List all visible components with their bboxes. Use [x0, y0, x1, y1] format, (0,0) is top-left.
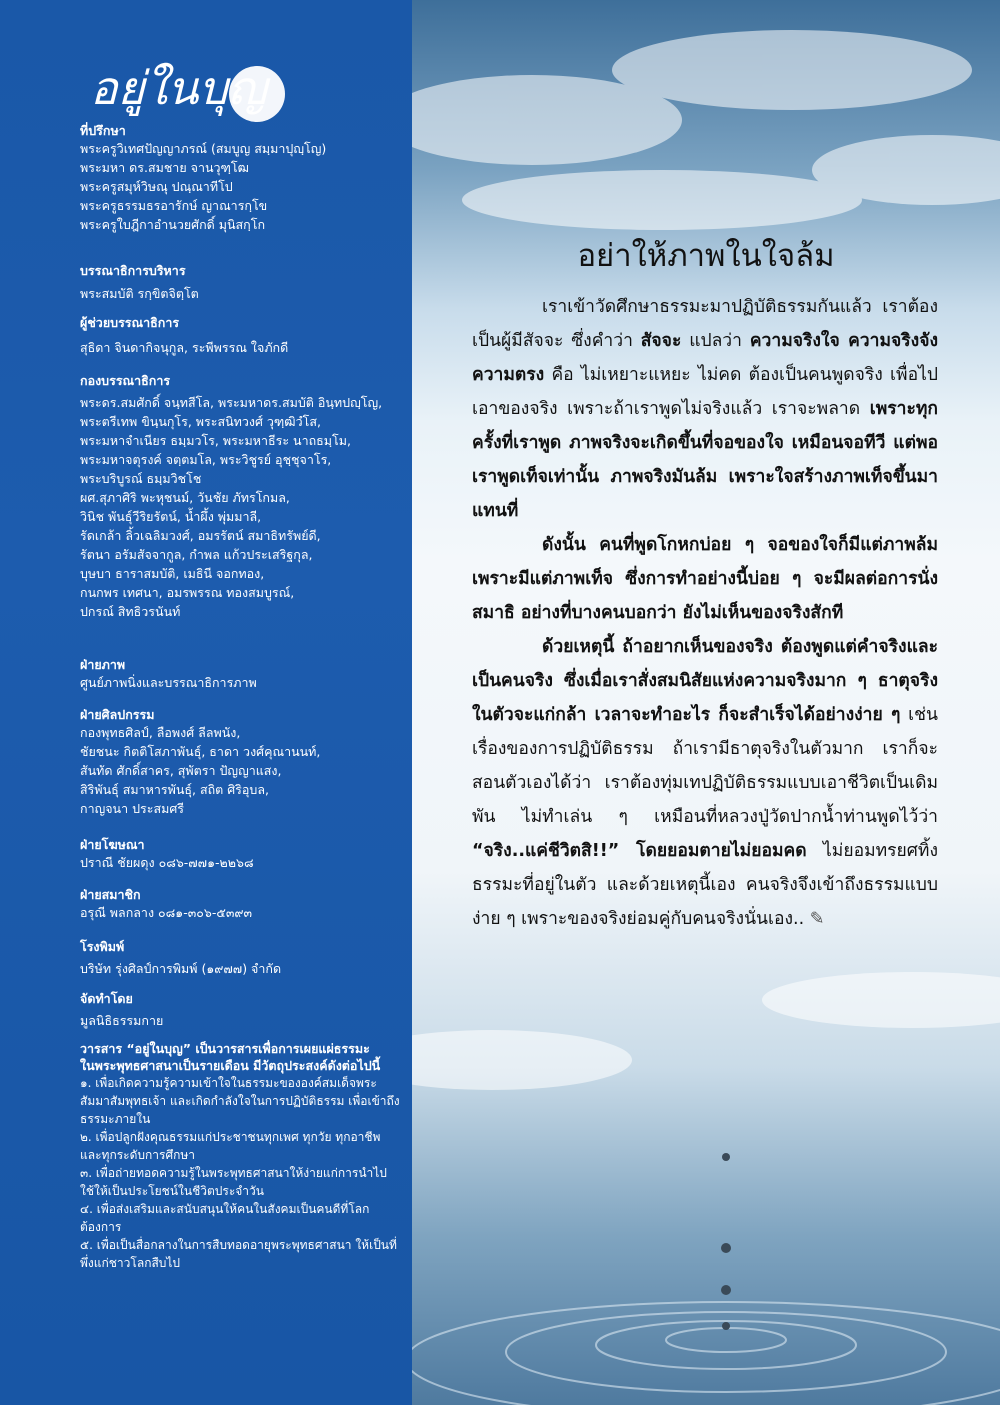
photo-section: [80, 656, 400, 692]
art-line: ชัยชนะ กิตติโสภาพันธุ์, ธาดา วงศ์คุณานนท์,: [80, 744, 321, 759]
asst-editor-heading: ผู้ช่วยบรรณาธิการ: [80, 315, 180, 330]
members-line: อรุณี พลกลาง ๐๘๑-๓๐๖-๕๓๙๓: [80, 905, 253, 920]
ads-section: [80, 836, 400, 872]
printer-heading: โรงพิมพ์: [80, 939, 125, 954]
ads-heading: ฝ่ายโฆษณา: [80, 837, 145, 852]
advisor-line: พระครูสมุห์วิษณุ ปณฺณาทีโป: [80, 179, 233, 194]
editorial-line: พระดร.สมศักดิ์ จนฺทสีโล, พระมหาดร.สมบัติ อินฺทปญฺโญ,: [80, 395, 383, 410]
quill-icon: ✎: [804, 909, 825, 929]
article-title: อย่าให้ภาพในใจล้ม: [577, 238, 835, 274]
photo-line: ศูนย์ภาพนิ่งและบรรณาธิการภาพ: [80, 675, 257, 690]
text-run: เช่น เรื่องของการปฏิบัติธรรม ถ้าเรามีธาตุจริงในตัวมาก เราก็จะสอนตัวเองได้ว่า เราต้องทุ่มเทปฏิบัติธรรมแบบเอาชีวิตเป็นเดิมพัน ไม่ทำเล่น ๆ เหมือนที่หลวงปู่วัดปากน้ำท่านพูดไว้ว่า: [472, 705, 938, 827]
editorial-section: [80, 372, 400, 621]
art-section: [80, 706, 400, 818]
advisor-line: พระครูใบฎีกาอำนวยศักดิ์ มุนิสกฺโก: [80, 217, 266, 232]
bold-run: เพราะทุกครั้งที่เราพูด ภาพจริงจะเกิดขึ้นที่จอของใจ เหมือนจอทีวี แต่พอเราพูดเท็จเท่านั้น ภาพจริงมันล้ม เพราะใจสร้างภาพเท็จขึ้นมาแทนที่: [472, 399, 938, 521]
text-run: ไม่ยอมทรยศทิ้งธรรมะที่อยู่ในตัว และด้วยเหตุนี้เอง คนจริงจึงเข้าถึงธรรมแบบง่าย ๆ เพราะของจริงย่อมคู่กับคนจริงนั่นเอง..: [472, 841, 938, 929]
purpose-item: ๑. เพื่อเกิดความรู้ความเข้าใจในธรรมะขององค์สมเด็จพระสัมมาสัมพุทธเจ้า และเกิดกำลังใจในการปฏิบัติธรรม เพื่อเข้าถึงธรรมะภายใน: [80, 1076, 400, 1126]
producer-heading: จัดทำโดย: [80, 991, 133, 1006]
advisor-line: พระครูธรรมธรอารักษ์ ญาณารกฺโข: [80, 198, 268, 213]
advisors-section: [80, 122, 400, 234]
bold-run: ดังนั้น คนที่พูดโกหกบ่อย ๆ จอของใจก็มีแต่ภาพล้ม เพราะมีแต่ภาพเท็จ ซึ่งการทำอย่างนี้บ่อย ๆ จะมีผลต่อการนั่งสมาธิ อย่างที่บางคนบอกว่า ยังไม่เห็นของจริงสักที: [472, 535, 938, 623]
magazine-logo: [82, 42, 312, 132]
ads-line: ปราณี ชัยผดุง ๐๘๖-๗๗๑-๒๒๖๘: [80, 855, 254, 870]
bold-run: ความจริงใจ ความจริงจัง ความตรง: [472, 331, 938, 385]
paragraph-3: [472, 630, 938, 936]
bold-run: ด้วยเหตุนี้ ถ้าอยากเห็นของจริง ต้องพูดแต่คำจริงและเป็นคนจริง ซึ่งเมื่อเราสั่งสมนิสัยแห่งความจริงมาก ๆ ธาตุจริงในตัวจะแก่กล้า เวลาจะทำอะไร ก็จะสำเร็จได้อย่างง่าย ๆ: [472, 637, 938, 725]
exec-editor-heading: บรรณาธิการบริหาร: [80, 263, 186, 278]
editorial-line: กนกพร เทศนา, อมรพรรณ ทองสมบูรณ์,: [80, 585, 295, 600]
art-heading: ฝ่ายศิลปกรรม: [80, 707, 155, 722]
photo-heading: ฝ่ายภาพ: [80, 657, 126, 672]
paragraph-1: [472, 290, 938, 528]
text-run: แปลว่า: [681, 331, 750, 351]
members-heading: ฝ่ายสมาชิก: [80, 887, 141, 902]
editorial-line: ปกรณ์ สิทธิวรนันท์: [80, 604, 181, 619]
art-line: สิริพันธุ์ สมาหารพันธุ์, สถิต ศิริอุบล,: [80, 782, 269, 797]
editorial-heading: กองบรรณาธิการ: [80, 373, 171, 388]
purpose-heading-line: วารสาร “อยู่ในบุญ” เป็นวารสารเพื่อการเผยแผ่ธรรมะ: [80, 1041, 370, 1056]
editorial-line: ผศ.สุภาศิริ พะหุชนม์, วันชัย ภัทรโกมล,: [80, 490, 290, 505]
text-run: เราเข้าวัดศึกษาธรรมะมาปฏิบัติธรรมกันแล้ว เราต้องเป็นผู้มีสัจจะ ซึ่งคำว่า: [472, 297, 938, 351]
members-section: [80, 886, 400, 922]
editorial-line: รัตนา อรัมสัจจากูล, กำพล แก้วประเสริฐกุล,: [80, 547, 313, 562]
purpose-section: [80, 1040, 400, 1272]
advisor-line: พระครูวิเทศปัญญาภรณ์ (สมบูญ สมฺมาปุญฺโญ): [80, 141, 327, 156]
water-droplets: [721, 1153, 731, 1330]
advisors-heading: ที่ปรึกษา: [80, 123, 126, 138]
printer-line: บริษัท รุ่งศิลป์การพิมพ์ (๑๙๗๗) จำกัด: [80, 961, 282, 976]
editorial-line: รัดเกล้า ลิ้วเฉลิมวงศ์, อมรรัตน์ สมาธิทรัพย์ดี,: [80, 528, 321, 543]
editorial-line: พระตรีเทพ ขินฺนกุโร, พระสนิทวงศ์ วุฑฺฒิวํโส,: [80, 414, 321, 429]
purpose-item: ๔. เพื่อส่งเสริมและสนับสนุนให้คนในสังคมเป็นคนดีที่โลกต้องการ: [80, 1202, 370, 1234]
asst-editor-line: สุธิดา จินดากิจนุกูล, ระพีพรรณ ใจภักดี: [80, 340, 289, 355]
bold-run: สัจจะ: [640, 331, 682, 351]
purpose-item: ๒. เพื่อปลูกฝังคุณธรรมแก่ประชาชนทุกเพศ ทุกวัย ทุกอาชีพและทุกระดับการศึกษา: [80, 1130, 381, 1162]
logo-text: อยู่ในบุญ: [90, 61, 267, 115]
editorial-line: พระมหาจตุรงค์ จตฺตมโล, พระวิชูรย์ อุชฺชุจาโร,: [80, 452, 332, 467]
text-run: คือ ไม่เหยาะแหยะ ไม่คด ต้องเป็นคนพูดจริง เพื่อไปเอาของจริง เพราะถ้าเราพูดไม่จริงแล้ว เราจะพลาด: [472, 365, 938, 419]
editorial-line: พระมหาจำเนียร ธมฺมวโร, พระมหาธีระ นาถธมฺโม,: [80, 433, 351, 448]
editorial-line: บุษบา ธาราสมบัติ, เมธินี จอกทอง,: [80, 566, 265, 581]
asst-editor-section: [80, 314, 400, 357]
art-line: กองพุทธศิลป์, ลือพงศ์ ลีลพนัง,: [80, 725, 241, 740]
purpose-item: ๓. เพื่อถ่ายทอดความรู้ในพระพุทธศาสนาให้ง่ายแก่การนำไปใช้ให้เป็นประโยชน์ในชีวิตประจำวัน: [80, 1166, 387, 1198]
staff-sidebar: [0, 0, 412, 1405]
art-line: กาญจนา ประสมศรี: [80, 801, 184, 816]
producer-section: [80, 990, 400, 1030]
producer-line: มูลนิธิธรรมกาย: [80, 1013, 164, 1028]
bold-run: “จริง..แค่ชีวิตสิ!!” โดยยอมตายไม่ยอมคด: [472, 841, 807, 861]
article-body: [472, 290, 938, 936]
purpose-item: ๕. เพื่อเป็นสื่อกลางในการสืบทอดอายุพระพุทธศาสนา ให้เป็นที่พึ่งแก่ชาวโลกสืบไป: [80, 1238, 397, 1270]
exec-editor-section: [80, 262, 400, 303]
editorial-line: วินิช พันธุ์วีริยรัตน์, น้ำผึ้ง พุ่มมาลี,: [80, 509, 262, 524]
editorial-line: พระบริบูรณ์ ธมฺมวิชโช: [80, 471, 202, 486]
exec-editor-line: พระสมบัติ รกฺขิตจิตฺโต: [80, 286, 199, 301]
article-panel: [412, 0, 1000, 1405]
advisor-line: พระมหา ดร.สมชาย จานวุฑฺโฒ: [80, 160, 249, 175]
purpose-heading-line: ในพระพุทธศาสนาเป็นรายเดือน มีวัตถุประสงค์ดังต่อไปนี้: [80, 1058, 381, 1073]
printer-section: [80, 938, 400, 978]
paragraph-2: [472, 528, 938, 630]
art-line: สันทัด ศักดิ์สาคร, สุพัตรา ปัญญาแสง,: [80, 763, 282, 778]
